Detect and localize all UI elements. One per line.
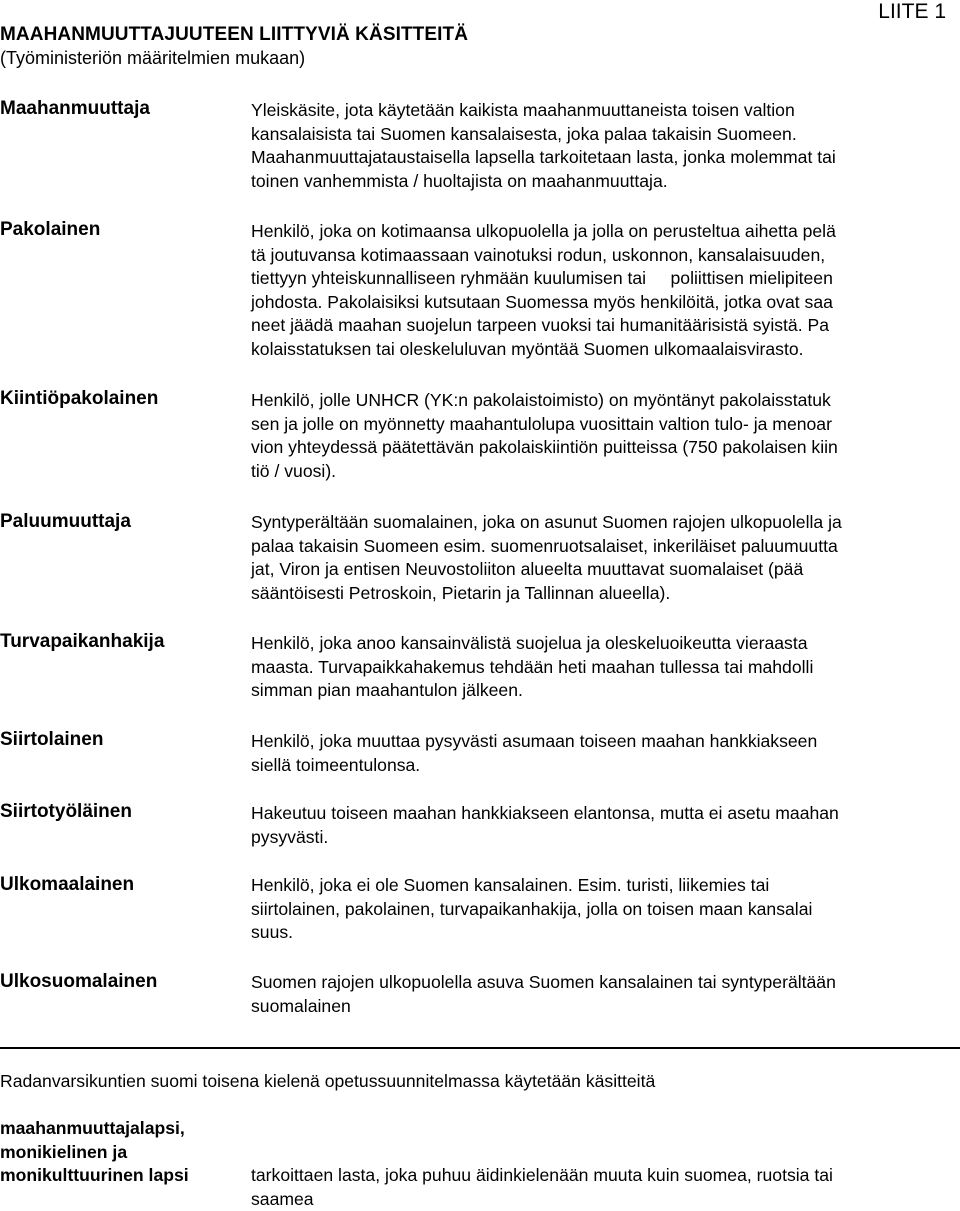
definition-turvapaikanhakija: [251, 632, 956, 703]
definition-line: kolaisstatuksen tai oleskeluluvan myöntää Suomen ulkomaalaisvirasto.: [251, 338, 956, 362]
footer-definition: [251, 1164, 956, 1211]
definition-line: saamea: [251, 1188, 956, 1211]
definition-maahanmuuttaja: [251, 99, 956, 193]
definition-line: vion yhteydessä päätettävän pakolaiskiintiön puitteissa (750 pakolaisen kiin: [251, 436, 956, 460]
section-divider: [0, 1047, 960, 1049]
term-turvapaikanhakija: Turvapaikanhakija: [0, 631, 235, 653]
definition-line: Henkilö, joka anoo kansainvälistä suojelua ja oleskeluoikeutta vieraasta: [251, 632, 956, 656]
term-ulkomaalainen: Ulkomaalainen: [0, 874, 235, 896]
definition-line: Henkilö, jolle UNHCR (YK:n pakolaistoimisto) on myöntänyt pakolaisstatuk: [251, 389, 956, 413]
definition-line: toinen vanhemmista / huoltajista on maahanmuuttaja.: [251, 170, 956, 194]
definition-line: tiö / vuosi).: [251, 460, 956, 484]
term-pakolainen: Pakolainen: [0, 219, 235, 241]
term-siirtotyolainen: Siirtotyöläinen: [0, 801, 235, 823]
footer-term: maahanmuuttajalapsi,: [0, 1117, 189, 1141]
definition-line: simman pian maahantulon jälkeen.: [251, 679, 956, 703]
footer-intro: Radanvarsikuntien suomi toisena kielenä opetussuunnitelmassa käytetään käsitteitä: [0, 1071, 655, 1092]
definition-line: tiettyyn yhteiskunnalliseen ryhmään kuulumisen tai poliittisen mielipiteen: [251, 267, 956, 291]
definition-line: sen ja jolle on myönnetty maahantulolupa vuosittain valtion tulo- ja menoar: [251, 413, 956, 437]
definition-line: Henkilö, joka muuttaa pysyvästi asumaan toiseen maahan hankkiakseen: [251, 730, 956, 754]
definition-line: suus.: [251, 921, 956, 945]
annex-label: LIITE 1: [878, 0, 946, 24]
document-title: MAAHANMUUTTAJUUTEEN LIITTYVIÄ KÄSITTEITÄ: [0, 24, 468, 46]
definition-line: tarkoittaen lasta, joka puhuu äidinkielenään muuta kuin suomea, ruotsia tai: [251, 1164, 956, 1188]
definition-paluumuuttaja: [251, 511, 956, 605]
term-maahanmuuttaja: Maahanmuuttaja: [0, 98, 235, 120]
definition-line: Hakeutuu toiseen maahan hankkiakseen elantonsa, mutta ei asetu maahan: [251, 802, 956, 826]
definition-line: Maahanmuuttajataustaisella lapsella tarkoitetaan lasta, jonka molemmat tai: [251, 146, 956, 170]
footer-term: monikielinen ja: [0, 1141, 189, 1165]
definition-line: Suomen rajojen ulkopuolella asuva Suomen kansalainen tai syntyperältään: [251, 971, 956, 995]
definition-kiintiopakolainen: [251, 389, 956, 483]
definition-line: tä joutuvansa kotimaassaan vainotuksi rodun, uskonnon, kansalaisuuden,: [251, 244, 956, 268]
definition-line: Syntyperältään suomalainen, joka on asunut Suomen rajojen ulkopuolella ja: [251, 511, 956, 535]
definition-line: palaa takaisin Suomeen esim. suomenruotsalaiset, inkeriläiset paluumuutta: [251, 535, 956, 559]
definition-ulkosuomalainen: [251, 971, 956, 1018]
definition-line: maasta. Turvapaikkahakemus tehdään heti maahan tullessa tai mahdolli: [251, 656, 956, 680]
definition-line: Yleiskäsite, jota käytetään kaikista maahanmuuttaneista toisen valtion: [251, 99, 956, 123]
definition-line: suomalainen: [251, 995, 956, 1019]
definition-line: siellä toimeentulonsa.: [251, 754, 956, 778]
definition-line: jat, Viron ja entisen Neuvostoliiton alueelta muuttavat suomalaiset (pää: [251, 558, 956, 582]
definition-line: Henkilö, joka on kotimaansa ulkopuolella ja jolla on perusteltua aihetta pelä: [251, 220, 956, 244]
definition-line: kansalaisista tai Suomen kansalaisesta, joka palaa takaisin Suomeen.: [251, 123, 956, 147]
term-paluumuuttaja: Paluumuuttaja: [0, 511, 235, 533]
definition-line: johdosta. Pakolaisiksi kutsutaan Suomessa myös henkilöitä, jotka ovat saa: [251, 291, 956, 315]
footer-term: monikulttuurinen lapsi: [0, 1164, 189, 1188]
term-siirtolainen: Siirtolainen: [0, 729, 235, 751]
definition-siirtolainen: [251, 730, 956, 777]
definition-siirtotyolainen: [251, 802, 956, 849]
term-ulkosuomalainen: Ulkosuomalainen: [0, 971, 235, 993]
definition-pakolainen: [251, 220, 956, 362]
term-kiintiopakolainen: Kiintiöpakolainen: [0, 388, 235, 410]
definition-line: pysyvästi.: [251, 826, 956, 850]
definition-line: neet jäädä maahan suojelun tarpeen vuoksi tai humanitäärisistä syistä. Pa: [251, 314, 956, 338]
document-subtitle: (Työministeriön määritelmien mukaan): [0, 48, 305, 69]
footer-terms: [0, 1117, 189, 1188]
definition-line: sääntöisesti Petroskoin, Pietarin ja Tallinnan alueella).: [251, 582, 956, 606]
definition-line: siirtolainen, pakolainen, turvapaikanhakija, jolla on toisen maan kansalai: [251, 898, 956, 922]
definition-ulkomaalainen: [251, 874, 956, 945]
definition-line: Henkilö, joka ei ole Suomen kansalainen. Esim. turisti, liikemies tai: [251, 874, 956, 898]
